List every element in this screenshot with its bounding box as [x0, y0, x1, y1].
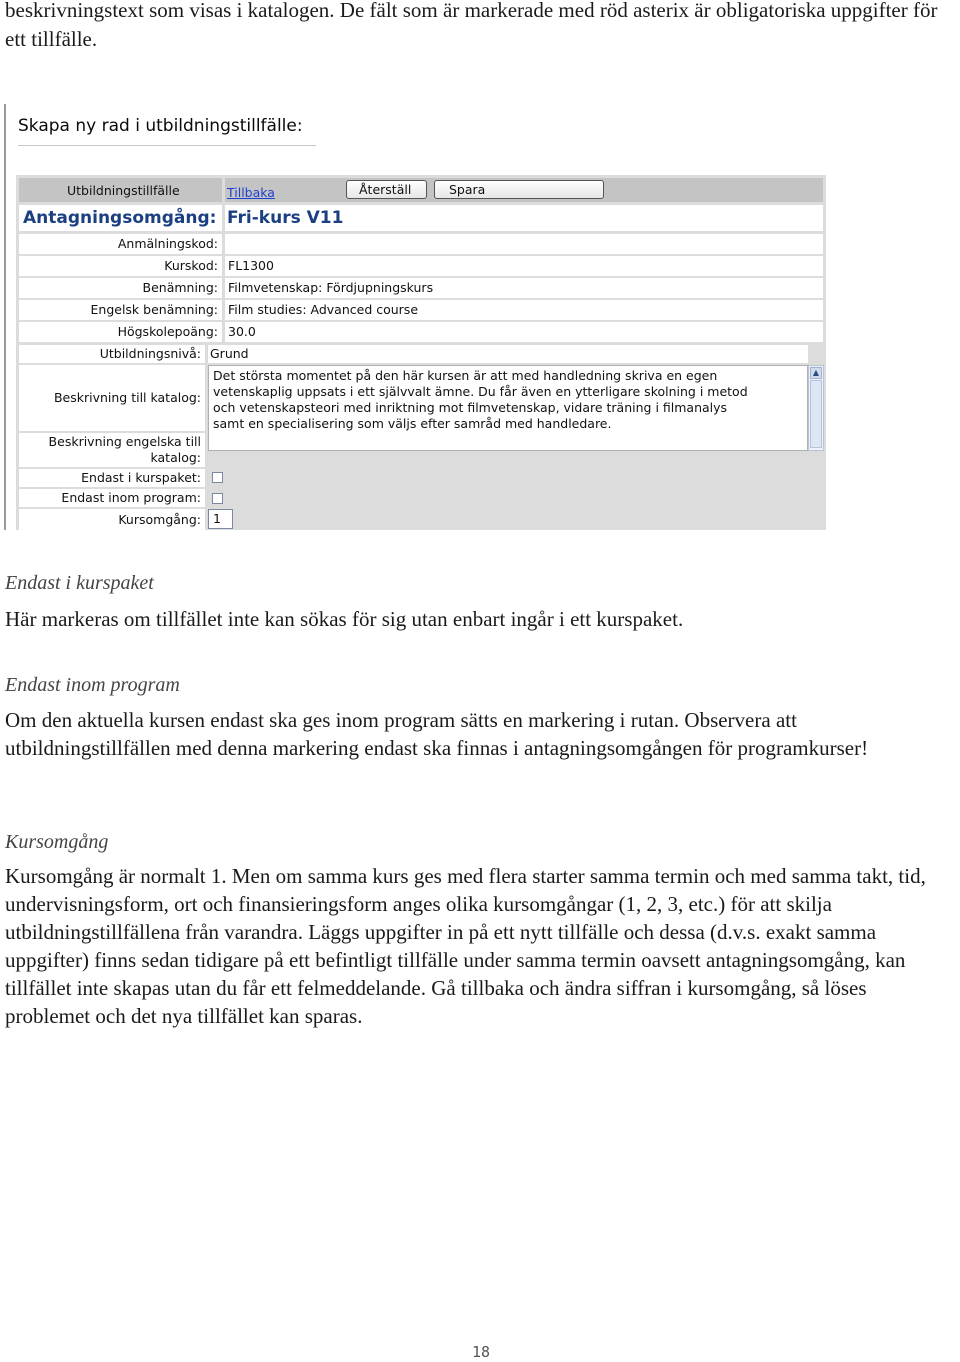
- only-program-label: Endast inom program:: [19, 489, 205, 507]
- field-label: Benämning:: [19, 278, 222, 298]
- section-heading-course-round: Kursomgång: [5, 831, 109, 853]
- back-link[interactable]: Tillbaka: [227, 185, 275, 200]
- only-program-checkbox[interactable]: [212, 493, 223, 504]
- desc-line: samt en specialisering som väljs efter samråd med handledare.: [213, 416, 612, 431]
- only-package-checkbox[interactable]: [212, 472, 223, 483]
- form-title: Skapa ny rad i utbildningstillfälle:: [18, 116, 303, 136]
- only-package-label: Endast i kurspaket:: [19, 469, 205, 487]
- scroll-thumb[interactable]: [810, 380, 822, 448]
- field-label: Kurskod:: [19, 256, 222, 276]
- level-value: Grund: [208, 345, 808, 363]
- desc-line: vetenskaplig uppsats i ett självvalt ämne. Du får även en ytterligare skolning i metod: [213, 384, 748, 399]
- scroll-up-arrow-icon[interactable]: ▲: [810, 367, 822, 379]
- screenshot-left-border: [4, 104, 6, 530]
- field-row-name: [19, 278, 823, 298]
- section-heading-only-package: Endast i kurspaket: [5, 572, 154, 594]
- field-label: Anmälningskod:: [19, 234, 222, 254]
- field-label: Engelsk benämning:: [19, 300, 222, 320]
- field-row-registration-code: [19, 234, 823, 254]
- field-value: FL1300: [225, 256, 823, 276]
- title-underline: [18, 145, 316, 146]
- desc-line: Det största momentet på den här kursen är att med handledning skriva en egen: [213, 368, 718, 383]
- field-row-english-name: [19, 300, 823, 320]
- section-heading-only-program: Endast inom program: [5, 674, 180, 696]
- field-row-course-code: [19, 256, 823, 276]
- reset-button[interactable]: Återställ: [346, 180, 427, 199]
- round-label-cell: [19, 205, 222, 231]
- form-header-label: Utbildningstillfälle: [67, 183, 180, 198]
- field-value: Film studies: Advanced course: [225, 300, 823, 320]
- form-screenshot: [4, 104, 828, 530]
- section-text-only-package: Här markeras om tillfället inte kan sökas för sig utan enbart ingår i ett kurspaket.: [5, 607, 684, 631]
- edit-form: [16, 175, 826, 530]
- round-label: Antagningsomgång:: [23, 208, 217, 228]
- page-number: 18: [472, 1343, 491, 1361]
- desc-en-label-line1: Beskrivning engelska till: [48, 434, 201, 449]
- intro-paragraph: beskrivningstext som visas i katalogen. De fält som är markerade med röd asterix är obligatoriska uppgifter för ett tillfälle.: [5, 0, 938, 51]
- form-toolbar: [225, 178, 823, 202]
- course-round-label: Kursomgång:: [19, 509, 205, 530]
- desc-label: Beskrivning till katalog:: [19, 365, 205, 431]
- field-value: [225, 234, 823, 254]
- section-text-course-round: Kursomgång är normalt 1. Men om samma kurs ges med flera starter samma termin och med samma takt, tid, undervisningsform, ort och finansieringsform anges olika kursomgångar (1, 2, 3, etc.) för att skilja utbildningstillfällena från varandra. Läggs uppgifter in på ett nytt tillfälle och dessa (d.v.s. exakt samma uppgifter) finns sedan tidigare på ett befintligt tillfälle under samma termin oavsett antagningsomgång, kan tillfället inte skapas utan du får ett felmeddelande. Gå tillbaka och ändra siffran i kursomgång, så löses problemet och det nya tillfället kan sparas.: [5, 864, 926, 1028]
- form-lower-section: [19, 345, 823, 530]
- field-value: Filmvetenskap: Fördjupningskurs: [225, 278, 823, 298]
- round-value-cell: [225, 205, 823, 231]
- level-label: Utbildningsnivå:: [19, 345, 205, 363]
- save-button[interactable]: Spara: [434, 180, 604, 199]
- course-round-input[interactable]: 1: [208, 509, 233, 529]
- section-text-only-program: Om den aktuella kursen endast ska ges inom program sätts en markering i rutan. Observera att utbildningstillfällen med denna markering endast ska finnas i antagningsomgången för programkurser!: [5, 708, 869, 760]
- field-row-credits: [19, 322, 823, 342]
- field-value: 30.0: [225, 322, 823, 342]
- round-value: Fri-kurs V11: [227, 208, 344, 228]
- desc-en-label-line2: katalog:: [150, 450, 201, 465]
- form-header-label-cell: [19, 178, 222, 202]
- textarea-scrollbar[interactable]: [808, 365, 824, 451]
- description-textarea[interactable]: [208, 365, 808, 451]
- desc-line: och vetenskapsteori med inriktning mot filmvetenskap, vidare träning i filmanalys: [213, 400, 728, 415]
- desc-en-label: [19, 433, 205, 467]
- field-label: Högskolepoäng:: [19, 322, 222, 342]
